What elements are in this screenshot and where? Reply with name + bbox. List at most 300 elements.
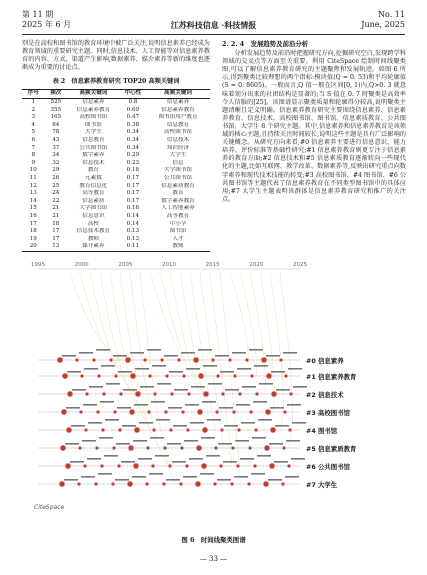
- keyword-text-mark: [293, 386, 307, 388]
- keyword-text-mark: [251, 473, 265, 475]
- td-keyword-2: 图书馆: [169, 228, 187, 235]
- year-tick-label: 1995: [31, 262, 45, 268]
- td-keyword: 信息意识: [82, 212, 105, 219]
- td-frequency: 24: [52, 190, 60, 197]
- td-frequency: 84: [52, 121, 60, 128]
- keyword-node: [126, 358, 131, 363]
- keyword-node: [171, 393, 174, 396]
- td-frequency: 21: [52, 205, 60, 212]
- td-centrality: 0.14: [126, 220, 140, 227]
- citation-link: [140, 272, 176, 484]
- keyword-node: [194, 358, 199, 363]
- keyword-text-mark: [98, 473, 112, 475]
- keyword-text-mark: [104, 455, 118, 457]
- keyword-node: [119, 429, 122, 432]
- keyword-node: [115, 375, 118, 378]
- keyword-node: [134, 464, 139, 469]
- keyword-text-mark: [135, 368, 149, 370]
- keyword-text-mark: [140, 386, 154, 388]
- keyword-text-mark: [274, 461, 288, 463]
- keyword-node: [170, 429, 173, 432]
- td-frequency: 29: [52, 167, 60, 174]
- td-index: 11: [29, 175, 37, 181]
- td-index: 13: [29, 190, 37, 197]
- keyword-node: [220, 465, 223, 468]
- keyword-text-mark: [164, 355, 178, 357]
- cluster-label: #6 公共图书馆: [306, 463, 350, 471]
- keyword-node: [63, 374, 68, 379]
- td-keyword-2: 大学生: [169, 152, 187, 159]
- table-row: [22, 107, 210, 115]
- right-paragraph: 分析发展趋势及前沿时把握研究方向,挖掘研究空白,发现跨学科领域的交叉点等方面至关重要。利用 CiteSpace 绘制时间线聚类图,可以了解信息素养教育研究的主题聚焦和发展轨迹。如图 6 所示,得到聚类比较理想的两个指标:模块值(Q = 0. 53)和平均轮廓值(S = 0. 8605)。一般而言,Q 值一般在区间[0, 1)内,Q>0. 3 就意味着划分出来的社团结构是显著的;当 S 值在 0. 7 时聚类是高效率令人信服的[25]。该图谱显示聚类质量和轮廓得分较高,说明聚类主题清晰且定义明确。信息素养教育研究主要围绕信息素养、信息素养教育、信息技术、高校图书馆、图书馆、信息素质教育、公共图书馆、大学生 8 个研究主题。其中,信息素养和信息素养教育是该领域的核心主题,且持续关注时间较长,说明这些主题是具有广泛影响的关键概念。从研究方向来看,#0 信息素养主要进行信息意识、能力培养、评价标准等基础性研究;#1 信息素养教育则更专注于信息素养的教育方面;#2 信息技术和#5 信息素质教育逐渐转向一些现代化的主题,比如互联网、教学改革、数据素养等,反映出研究重点向数字素养和现代技术技能的转变;#3 高校图书馆、#4 图书馆、#6 公共图书馆等主题代表了信息素养教育在不同类型图书馆中的具体应用;#7 大学生主题表明该群体是信息素养教育研究和推广的关注点。: [222, 50, 406, 203]
- table-caption: 表 2 信息素养教育研究 TOP20 高频关键词: [52, 78, 180, 86]
- keyword-node: [61, 446, 66, 451]
- keyword-text-mark: [155, 455, 169, 457]
- keyword-text-mark: [283, 352, 297, 354]
- keyword-text-mark: [252, 437, 266, 439]
- keyword-node: [67, 428, 72, 433]
- keyword-text-mark: [287, 404, 301, 406]
- keyword-text-mark: [200, 473, 214, 475]
- keyword-text-mark: [198, 349, 212, 351]
- keyword-text-mark: [173, 425, 187, 427]
- keyword-text-mark: [100, 401, 114, 403]
- keyword-text-mark: [206, 455, 220, 457]
- td-centrality: 0.13: [126, 228, 140, 235]
- keyword-text-mark: [168, 407, 182, 409]
- td-keyword: 图书馆: [85, 121, 102, 128]
- keyword-text-mark: [186, 368, 200, 370]
- keyword-text-mark: [286, 440, 300, 442]
- table-row: [22, 129, 210, 137]
- td-keyword-2: 信息素质教育: [161, 182, 195, 189]
- td-index: 9: [31, 159, 36, 166]
- td-frequency: 17: [52, 235, 60, 242]
- table-row: [22, 205, 210, 213]
- keyword-node: [110, 359, 113, 362]
- keyword-text-mark: [285, 476, 299, 478]
- table-row: [22, 198, 210, 206]
- keyword-text-mark: [138, 458, 152, 460]
- td-keyword-2: 教师: [172, 243, 184, 250]
- keyword-node: [58, 358, 63, 363]
- keyword-text-mark: [157, 383, 171, 385]
- td-index: 19: [29, 235, 37, 242]
- keyword-table: [22, 89, 210, 251]
- td-keyword: 媒介素养: [82, 243, 105, 250]
- keyword-node: [246, 359, 249, 362]
- keyword-node: [285, 375, 288, 378]
- keyword-node: [154, 393, 157, 396]
- keyword-text-mark: [152, 365, 166, 367]
- td-frequency: 32: [52, 159, 60, 166]
- td-keyword: 高校图书馆: [79, 114, 108, 121]
- keyword-node: [148, 411, 151, 414]
- keyword-node: [238, 429, 241, 432]
- td-keyword: 大学图书馆: [79, 205, 108, 212]
- keyword-node: [199, 374, 204, 379]
- keyword-text-mark: [121, 461, 135, 463]
- th-keyword-2: 高频关键词: [164, 90, 193, 97]
- keyword-node: [113, 447, 116, 450]
- timeline-figure: [30, 252, 400, 534]
- keyword-node: [217, 375, 220, 378]
- keyword-text-mark: [254, 365, 268, 367]
- citation-link: [70, 272, 120, 360]
- header-right: [361, 10, 405, 30]
- td-frequency: 21: [52, 212, 60, 219]
- td-frequency: 17: [52, 228, 60, 235]
- keyword-node: [214, 483, 217, 486]
- keyword-node: [266, 410, 271, 415]
- keyword-text-mark: [241, 422, 255, 424]
- td-keyword: 大学生: [85, 129, 102, 136]
- left-paragraph: 别是在高校和图书馆的教育环境中被广泛关注,说明信息素养已经成为教育领域的重要研究主题。同时,信息技术、人工智能等对信息素养教育的内容、方式、渠道产生影响,数据素养、媒介素养等新的维度也逐渐成为重要的讨论点。: [22, 40, 210, 72]
- keyword-node: [85, 429, 88, 432]
- td-centrality: 0.34: [126, 137, 140, 144]
- keyword-node: [237, 465, 240, 468]
- keyword-node: [251, 375, 254, 378]
- keyword-node: [95, 483, 98, 486]
- keyword-node: [262, 358, 267, 363]
- keyword-text-mark: [72, 389, 86, 391]
- figure-caption: 图 6 时间线聚类图谱: [181, 536, 246, 544]
- keyword-text-mark: [174, 389, 188, 391]
- table-row: [22, 183, 210, 191]
- keyword-node: [232, 447, 235, 450]
- keyword-node: [282, 483, 285, 486]
- cluster-label: #1 信息素养教育: [306, 373, 357, 381]
- keyword-node: [290, 393, 293, 396]
- year-tick-label: 2025: [293, 262, 307, 268]
- keyword-text-mark: [169, 371, 183, 373]
- td-centrality: 0.8: [128, 99, 138, 106]
- td-keyword-2: 公共图书馆: [164, 175, 193, 181]
- keyword-node: [197, 446, 202, 451]
- keyword-node: [166, 375, 169, 378]
- keyword-text-mark: [237, 368, 251, 370]
- table-row: [22, 145, 210, 153]
- td-centrality: 0.23: [126, 159, 140, 166]
- keyword-node: [101, 465, 104, 468]
- keyword-node: [153, 429, 156, 432]
- td-centrality: 0.34: [126, 144, 140, 151]
- keyword-node: [264, 482, 269, 487]
- keyword-text-mark: [150, 437, 164, 439]
- keyword-text-mark: [96, 349, 110, 351]
- td-keyword-2: 高等教育: [166, 212, 190, 219]
- keyword-text-mark: [189, 458, 203, 460]
- keyword-node: [131, 374, 136, 379]
- keyword-text-mark: [234, 476, 248, 478]
- keyword-node: [103, 393, 106, 396]
- td-keyword-2: 信息教育: [166, 121, 190, 128]
- keyword-text-mark: [240, 458, 254, 460]
- table-row: [22, 114, 210, 122]
- td-centrality: 0.17: [126, 175, 140, 181]
- keyword-text-mark: [84, 368, 98, 370]
- td-index: 17: [29, 220, 37, 227]
- keyword-node: [222, 393, 225, 396]
- keyword-node: [229, 359, 232, 362]
- keyword-node: [152, 465, 155, 468]
- keyword-node: [215, 447, 218, 450]
- td-keyword-2: 信息: [172, 159, 184, 166]
- date-cn: 2025 年 6 月: [22, 20, 72, 29]
- keyword-text-mark: [269, 443, 283, 445]
- section-heading: 2. 2. 4 发展趋势及前沿分析: [222, 40, 309, 48]
- td-frequency: 26: [52, 175, 60, 181]
- year-tick-label: 2010: [162, 262, 176, 268]
- td-frequency: 37: [52, 144, 60, 151]
- left-column: [22, 40, 210, 252]
- keyword-text-mark: [219, 407, 233, 409]
- keyword-text-mark: [185, 404, 199, 406]
- keyword-node: [288, 465, 291, 468]
- keyword-text-mark: [191, 386, 205, 388]
- keyword-node: [216, 411, 219, 414]
- keyword-text-mark: [235, 440, 249, 442]
- td-keyword: 教育: [87, 167, 100, 174]
- citation-link: [80, 272, 128, 376]
- keyword-text-mark: [116, 443, 130, 445]
- td-keyword-2: 信息素养教育: [161, 106, 195, 113]
- keyword-text-mark: [132, 476, 146, 478]
- td-keyword: 数字素养: [82, 152, 105, 159]
- table-row: [22, 190, 210, 198]
- keyword-node: [76, 359, 79, 362]
- keyword-text-mark: [242, 386, 256, 388]
- table-row: [22, 152, 210, 160]
- table-row: [22, 236, 210, 244]
- keyword-node: [265, 446, 270, 451]
- keyword-text-mark: [88, 422, 102, 424]
- keyword-node: [129, 446, 134, 451]
- keyword-node: [204, 392, 209, 397]
- keyword-node: [68, 392, 73, 397]
- keyword-text-mark: [106, 383, 120, 385]
- td-frequency: 25: [52, 182, 60, 189]
- keyword-text-mark: [122, 425, 136, 427]
- td-keyword: 元素数: [85, 175, 102, 181]
- keyword-text-mark: [203, 365, 217, 367]
- keyword-text-mark: [183, 476, 197, 478]
- keyword-node: [66, 464, 71, 469]
- td-centrality: 0.17: [126, 182, 140, 189]
- keyword-text-mark: [87, 458, 101, 460]
- cluster-label: #4 图书馆: [306, 427, 338, 435]
- table-row: [22, 99, 210, 107]
- keyword-node: [186, 465, 189, 468]
- keyword-node: [112, 483, 115, 486]
- keyword-text-mark: [105, 419, 119, 421]
- keyword-text-mark: [62, 355, 76, 357]
- td-index: 6: [31, 137, 36, 144]
- keyword-node: [136, 392, 141, 397]
- td-centrality: 0.14: [126, 212, 140, 219]
- td-frequency: 13: [52, 243, 60, 250]
- keyword-node: [234, 375, 237, 378]
- td-index: 2: [31, 106, 36, 113]
- right-column: [222, 40, 406, 204]
- keyword-node: [97, 411, 100, 414]
- td-index: 20: [29, 243, 37, 250]
- keyword-node: [114, 411, 117, 414]
- keyword-node: [271, 428, 276, 433]
- keyword-text-mark: [223, 461, 237, 463]
- td-centrality: 0.18: [126, 167, 140, 174]
- td-centrality: 0.69: [126, 106, 140, 113]
- th-index: 序号: [27, 90, 39, 97]
- cluster-label: #7 大学生: [306, 481, 338, 489]
- keyword-text-mark: [156, 419, 170, 421]
- keyword-node: [270, 464, 275, 469]
- citation-link: [180, 272, 208, 412]
- td-index: 15: [29, 205, 37, 212]
- td-index: 12: [29, 182, 37, 189]
- keyword-node: [280, 359, 283, 362]
- td-centrality: 0.17: [126, 197, 140, 204]
- keyword-node: [60, 482, 65, 487]
- keyword-text-mark: [201, 437, 215, 439]
- keyword-text-mark: [217, 479, 231, 481]
- keyword-text-mark: [291, 458, 305, 460]
- table-row: [22, 122, 210, 130]
- keyword-node: [267, 374, 272, 379]
- keyword-node: [188, 393, 191, 396]
- td-keyword-2: 图书馆用户教育: [158, 114, 198, 121]
- keyword-text-mark: [208, 383, 222, 385]
- citespace-logo: CiteSpace: [34, 504, 65, 511]
- td-centrality: 0.34: [126, 129, 140, 136]
- year-tick-label: 2020: [249, 262, 264, 268]
- keyword-text-mark: [236, 404, 250, 406]
- keyword-text-mark: [167, 443, 181, 445]
- keyword-text-mark: [64, 479, 78, 481]
- page-number: — 33 —: [199, 555, 228, 563]
- table-row: [22, 175, 210, 183]
- citation-link: [210, 272, 232, 466]
- keyword-text-mark: [275, 425, 289, 427]
- keyword-node: [147, 447, 150, 450]
- cluster-label: #2 信息技术: [306, 391, 344, 399]
- keyword-text-mark: [258, 419, 272, 421]
- td-index: 7: [31, 144, 36, 151]
- td-keyword-2: 人工智能素养: [161, 205, 195, 212]
- td-keyword-2: 人才: [172, 235, 184, 242]
- keyword-node: [118, 465, 121, 468]
- td-centrality: 0.11: [126, 243, 140, 250]
- keyword-node: [289, 429, 292, 432]
- th-frequency: 频次: [50, 90, 62, 97]
- keyword-text-mark: [266, 355, 280, 357]
- journal-title: 江苏科技信息 ·科技情报: [170, 20, 257, 30]
- td-keyword-2: 高校图书馆: [164, 129, 193, 136]
- td-index: 16: [29, 212, 37, 219]
- td-frequency: 525: [50, 99, 62, 106]
- keyword-text-mark: [166, 479, 180, 481]
- keyword-text-mark: [184, 440, 198, 442]
- keyword-text-mark: [71, 425, 85, 427]
- table-row: [22, 137, 210, 145]
- table-header-row: [22, 90, 210, 99]
- keyword-node: [98, 375, 101, 378]
- keyword-text-mark: [202, 401, 216, 403]
- keyword-text-mark: [181, 352, 195, 354]
- year-tick-label: 2015: [205, 262, 220, 268]
- keyword-text-mark: [207, 419, 221, 421]
- keyword-text-mark: [151, 401, 165, 403]
- keyword-text-mark: [253, 401, 267, 403]
- td-keyword: 高等教育: [82, 190, 105, 197]
- keyword-text-mark: [82, 440, 96, 442]
- keyword-text-mark: [65, 443, 79, 445]
- keyword-node: [164, 447, 167, 450]
- td-index: 14: [29, 197, 37, 204]
- keyword-text-mark: [271, 371, 285, 373]
- timeline-svg: [30, 252, 400, 534]
- keyword-node: [102, 429, 105, 432]
- keyword-node: [272, 392, 277, 397]
- keyword-text-mark: [89, 386, 103, 388]
- td-centrality: 0.17: [126, 190, 140, 197]
- keyword-node: [255, 429, 258, 432]
- keyword-text-mark: [172, 461, 186, 463]
- keyword-text-mark: [268, 479, 282, 481]
- citation-link: [270, 272, 283, 430]
- td-keyword: 公共图书馆: [79, 144, 108, 151]
- keyword-text-mark: [190, 422, 204, 424]
- keyword-text-mark: [123, 389, 137, 391]
- keyword-text-mark: [224, 425, 238, 427]
- cluster-label: #5 信息素质教育: [306, 445, 357, 453]
- keyword-node: [203, 428, 208, 433]
- td-index: 1: [31, 99, 36, 106]
- keyword-node: [62, 410, 67, 415]
- keyword-text-mark: [118, 371, 132, 373]
- td-frequency: 355: [50, 106, 62, 113]
- table-row: [22, 213, 210, 221]
- td-centrality: 0.16: [126, 205, 140, 212]
- keyword-node: [256, 393, 259, 396]
- keyword-node: [146, 483, 149, 486]
- citation-link: [160, 272, 192, 376]
- year-tick-label: 2000: [74, 262, 89, 268]
- keyword-node: [248, 483, 251, 486]
- keyword-text-mark: [215, 355, 229, 357]
- keyword-node: [202, 464, 207, 469]
- keyword-node: [183, 375, 186, 378]
- keyword-node: [93, 359, 96, 362]
- keyword-node: [284, 411, 287, 414]
- keyword-node: [81, 375, 84, 378]
- keyword-node: [231, 483, 234, 486]
- keyword-node: [283, 447, 286, 450]
- keyword-node: [161, 359, 164, 362]
- keyword-node: [249, 447, 252, 450]
- keyword-text-mark: [83, 404, 97, 406]
- keyword-text-mark: [288, 368, 302, 370]
- keyword-text-mark: [115, 479, 129, 481]
- td-keyword: 信息素养: [82, 99, 105, 106]
- cluster-label: #0 信息素养: [306, 357, 344, 365]
- keyword-node: [233, 411, 236, 414]
- td-frequency: 43: [52, 137, 60, 144]
- keyword-node: [198, 410, 203, 415]
- keyword-text-mark: [70, 461, 84, 463]
- keyword-text-mark: [101, 365, 115, 367]
- keyword-text-mark: [147, 349, 161, 351]
